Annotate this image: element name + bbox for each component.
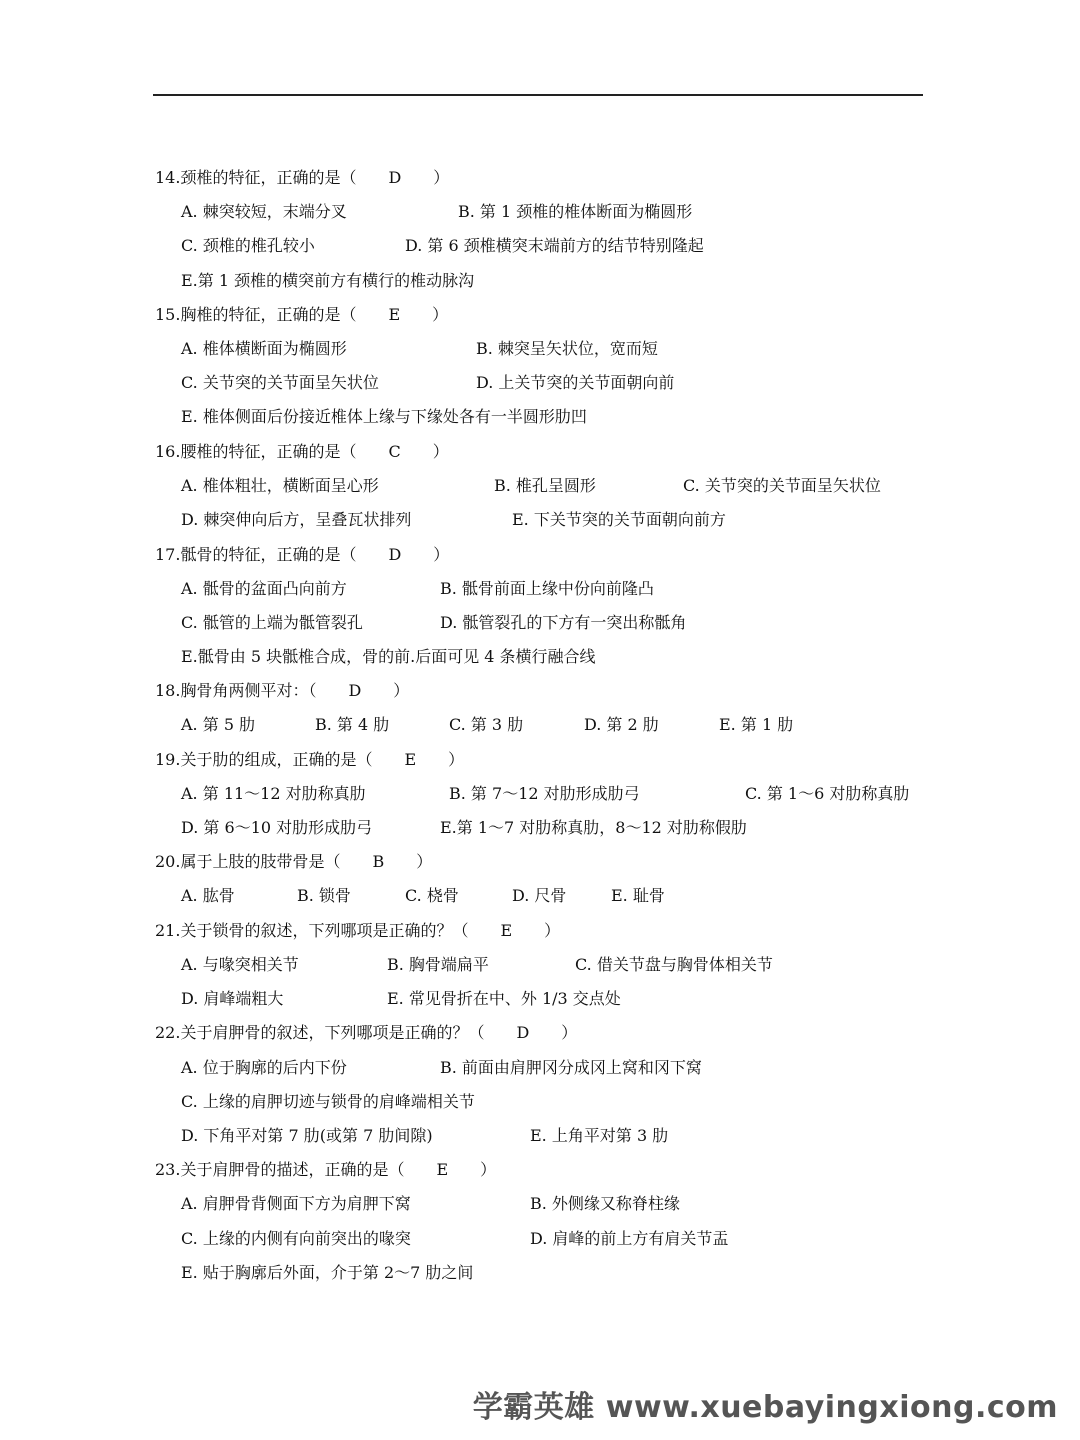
question-16-option-a: A. 椎体粗壮，横断面呈心形 [181,476,379,495]
question-18-option-d: D. 第 2 肋 [584,715,659,734]
question-20-option-e: E. 耻骨 [611,886,665,905]
question-14-option-d: D. 第 6 颈椎横突末端前方的结节特别隆起 [405,236,704,255]
question-16-option-d: D. 棘突伸向后方，呈叠瓦状排列 [181,510,412,529]
question-23-option-a: A. 肩胛骨背侧面下方为肩胛下窝 [181,1194,411,1213]
question-22-option-d: D. 下角平对第 7 肋(或第 7 肋间隙) [181,1126,433,1145]
question-14-option-c: C. 颈椎的椎孔较小 [181,236,315,255]
question-15-option-c: C. 关节突的关节面呈矢状位 [181,373,379,392]
question-17-option-d: D. 骶管裂孔的下方有一突出称骶角 [440,613,687,632]
question-20-stem: 20.属于上肢的肢带骨是（ B ） [155,852,433,871]
question-18-option-c: C. 第 3 肋 [449,715,524,734]
question-21-stem: 21.关于锁骨的叙述，下列哪项是正确的？（ E ） [155,921,561,940]
question-23-option-c: C. 上缘的内侧有向前突出的喙突 [181,1229,411,1248]
question-20-option-a: A. 肱骨 [181,886,235,905]
question-17-option-a: A. 骶骨的盆面凸向前方 [181,579,347,598]
question-15-option-b: B. 棘突呈矢状位，宽而短 [476,339,658,358]
question-19-option-b: B. 第 7～12 对肋形成肋弓 [449,784,640,803]
question-19-option-e: E.第 1～7 对肋称真肋，8～12 对肋称假肋 [440,818,747,837]
question-22-option-c: C. 上缘的肩胛切迹与锁骨的肩峰端相关节 [181,1092,475,1111]
question-16-option-c: C. 关节突的关节面呈矢状位 [683,476,881,495]
question-17-option-e: E.骶骨由 5 块骶椎合成，骨的前.后面可见 4 条横行融合线 [181,647,596,666]
header-rule [153,94,923,96]
question-16-option-e: E. 下关节突的关节面朝向前方 [512,510,726,529]
question-23-option-d: D. 肩峰的前上方有肩关节盂 [530,1229,729,1248]
question-17-option-b: B. 骶骨前面上缘中份向前隆凸 [440,579,654,598]
question-22-option-e: E. 上角平对第 3 肋 [530,1126,669,1145]
question-22-option-a: A. 位于胸廓的后内下份 [181,1058,347,1077]
question-23-stem: 23.关于肩胛骨的描述，正确的是（ E ） [155,1160,497,1179]
question-14-option-b: B. 第 1 颈椎的椎体断面为椭圆形 [458,202,693,221]
question-20-option-b: B. 锁骨 [297,886,351,905]
question-19-option-a: A. 第 11～12 对肋称真肋 [181,784,366,803]
question-21-option-c: C. 借关节盘与胸骨体相关节 [575,955,773,974]
question-14-option-a: A. 棘突较短，末端分叉 [181,202,347,221]
question-19-option-d: D. 第 6～10 对肋形成肋弓 [181,818,373,837]
question-14-option-e: E.第 1 颈椎的横突前方有横行的椎动脉沟 [181,271,475,290]
question-15-option-e: E. 椎体侧面后份接近椎体上缘与下缘处各有一半圆形肋凹 [181,407,587,426]
question-15-option-d: D. 上关节突的关节面朝向前 [476,373,675,392]
question-18-option-b: B. 第 4 肋 [315,715,390,734]
question-22-option-b: B. 前面由肩胛冈分成冈上窝和冈下窝 [440,1058,702,1077]
question-20-option-d: D. 尺骨 [512,886,567,905]
question-21-option-d: D. 肩峰端粗大 [181,989,284,1008]
question-20-option-c: C. 桡骨 [405,886,459,905]
site-watermark: 学霸英雄 www.xuebayingxiong.com [472,1390,1058,1425]
question-14-stem: 14.颈椎的特征，正确的是（ D ） [155,168,450,187]
question-18-stem: 18.胸骨角两侧平对：（ D ） [155,681,410,700]
question-21-option-a: A. 与喙突相关节 [181,955,299,974]
question-18-option-e: E. 第 1 肋 [719,715,794,734]
question-16-stem: 16.腰椎的特征，正确的是（ C ） [155,442,449,461]
question-23-option-e: E. 贴于胸廓后外面，介于第 2～7 肋之间 [181,1263,474,1282]
question-16-option-b: B. 椎孔呈圆形 [494,476,596,495]
question-21-option-b: B. 胸骨端扁平 [387,955,489,974]
question-17-stem: 17.骶骨的特征，正确的是（ D ） [155,545,450,564]
question-18-option-a: A. 第 5 肋 [181,715,256,734]
question-19-option-c: C. 第 1～6 对肋称真肋 [745,784,910,803]
question-15-option-a: A. 椎体横断面为椭圆形 [181,339,347,358]
question-21-option-e: E. 常见骨折在中、外 1/3 交点处 [387,989,621,1008]
question-22-stem: 22.关于肩胛骨的叙述，下列哪项是正确的？（ D ） [155,1023,578,1042]
question-15-stem: 15.胸椎的特征，正确的是（ E ） [155,305,449,324]
question-23-option-b: B. 外侧缘又称脊柱缘 [530,1194,680,1213]
question-19-stem: 19.关于肋的组成，正确的是（ E ） [155,750,465,769]
question-17-option-c: C. 骶管的上端为骶管裂孔 [181,613,363,632]
